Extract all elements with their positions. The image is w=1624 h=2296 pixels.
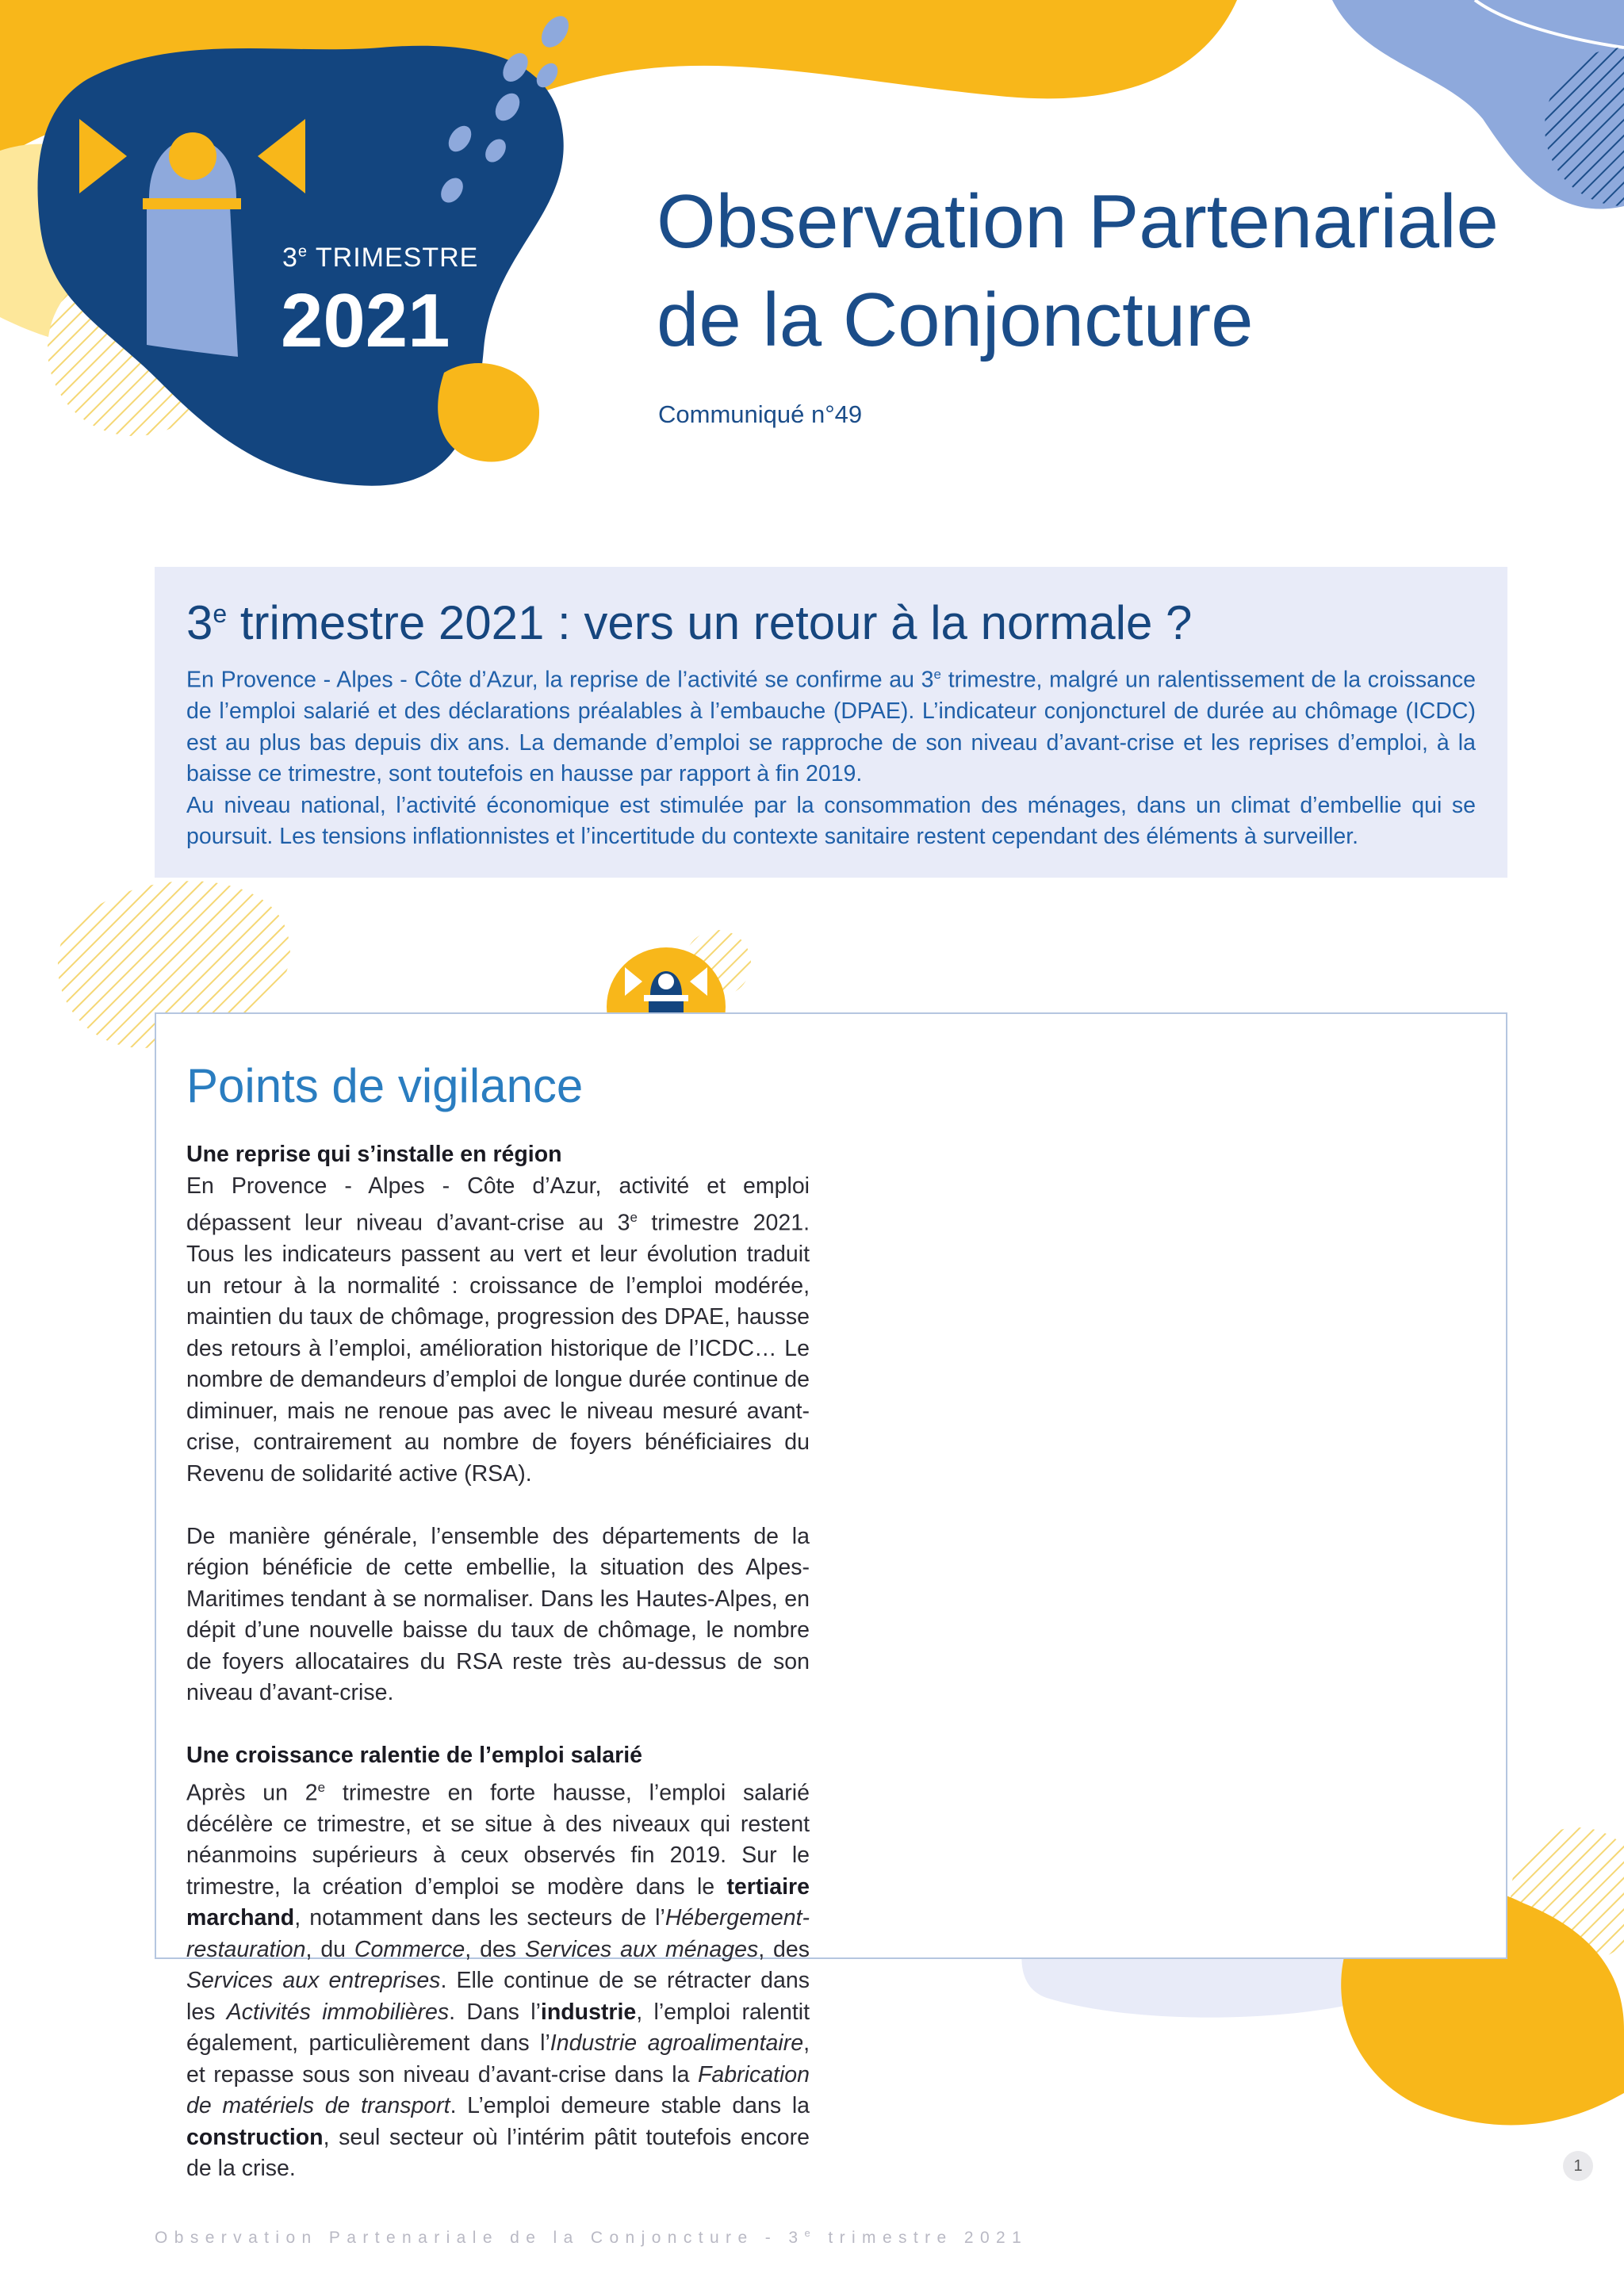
section-heading: Une croissance ralentie de l’emploi salarié <box>186 1743 643 1768</box>
footer-text: Observation Partenariale de la Conjoncture - 3e trimestre 2021 <box>155 2227 1028 2247</box>
section-heading: Une reprise qui s’installe en région <box>186 1142 562 1167</box>
communique-number: Communiqué n°49 <box>658 400 863 428</box>
trimester-year: 2021 <box>281 278 450 363</box>
intro-paragraph-1: En Provence - Alpes - Côte d’Azur, la reprise de l’activité se confirme au 3e trimestre, malgré un ralentissement de la croissance de l’emploi salarié et des déclarations préalables à l’embauche (DPAE). L’indicateur conjoncturel de durée au chômage (ICDC) est au plus bas depuis dix ans. La demande d’emploi se rapproche de son niveau d’avant-crise et les reprises d’emploi, à la baisse ce trimestre, sont toutefois en hausse par rapport à fin 2019. <box>186 667 1476 786</box>
trimester-label: 3e TRIMESTRE <box>282 243 479 273</box>
intro-box <box>155 567 1507 878</box>
vigilance-title: Points de vigilance <box>186 1059 584 1112</box>
section-paragraph: Après un 2e trimestre en forte hausse, l’emploi salarié décélère ce trimestre, et se situe à des niveaux qui restent néanmoins supérieurs à ceux observés fin 2019. Sur le trimestre, la création d’emploi se modère dans le tertiaire marchand, notamment dans les secteurs de l’Hébergement-restauration, du Commerce, des Services aux ménages, des Services aux entreprises. Elle continue de se rétracter dans les Activités immobilières. Dans l’industrie, l’emploi ralentit également, particulièrement dans l’Industrie agroalimentaire, et repasse sous son niveau d’avant-crise dans la Fabrication de matériels de transport. L’emploi demeure stable dans la construction, seul secteur où l’intérim pâtit toutefois encore de la crise. <box>186 1779 810 2181</box>
logo-yellow-drop <box>438 363 539 461</box>
intro-paragraph-2: Au niveau national, l’activité économique est stimulée par la consommation des ménages, dans un climat d’embellie qui se poursuit. Les tensions inflationnistes et l’incertitude du contexte sanitaire restent cependant des éléments à surveiller. <box>186 792 1476 849</box>
page-number: 1 <box>1563 2151 1593 2181</box>
section-paragraph: De manière générale, l’ensemble des départements de la région bénéficie de cette embellie, la situation des Alpes-Maritimes tendant à se normaliser. Dans les Hautes-Alpes, en dépit d’une nouvelle baisse du taux de chômage, le nombre de foyers allocataires du RSA reste très au-dessus de son niveau d’avant-crise. <box>186 1523 810 1705</box>
vigilance-box <box>155 1012 1507 2181</box>
left-column <box>186 1139 810 2185</box>
intro-heading: 3e trimestre 2021 : vers un retour à la normale ? <box>186 596 1193 649</box>
section-paragraph: En Provence - Alpes - Côte d’Azur, activité et emploi dépassent leur niveau d’avant-crise au 3e trimestre 2021. Tous les indicateurs passent au vert et leur évolution traduit un retour à la normalité : croissance de l’emploi modérée, maintien du taux de chômage, progression des DPAE, hausse des retours à l’emploi, amélioration historique de l’ICDC… Le nombre de demandeurs d’emploi de longue durée continue de diminuer, mais ne renoue pas avec le niveau mesuré avant-crise, contrairement au nombre de foyers bénéficiaires du Revenu de solidarité active (RSA). <box>186 1173 810 1487</box>
page-title: Observation Partenariale de la Conjoncture <box>657 179 1499 362</box>
